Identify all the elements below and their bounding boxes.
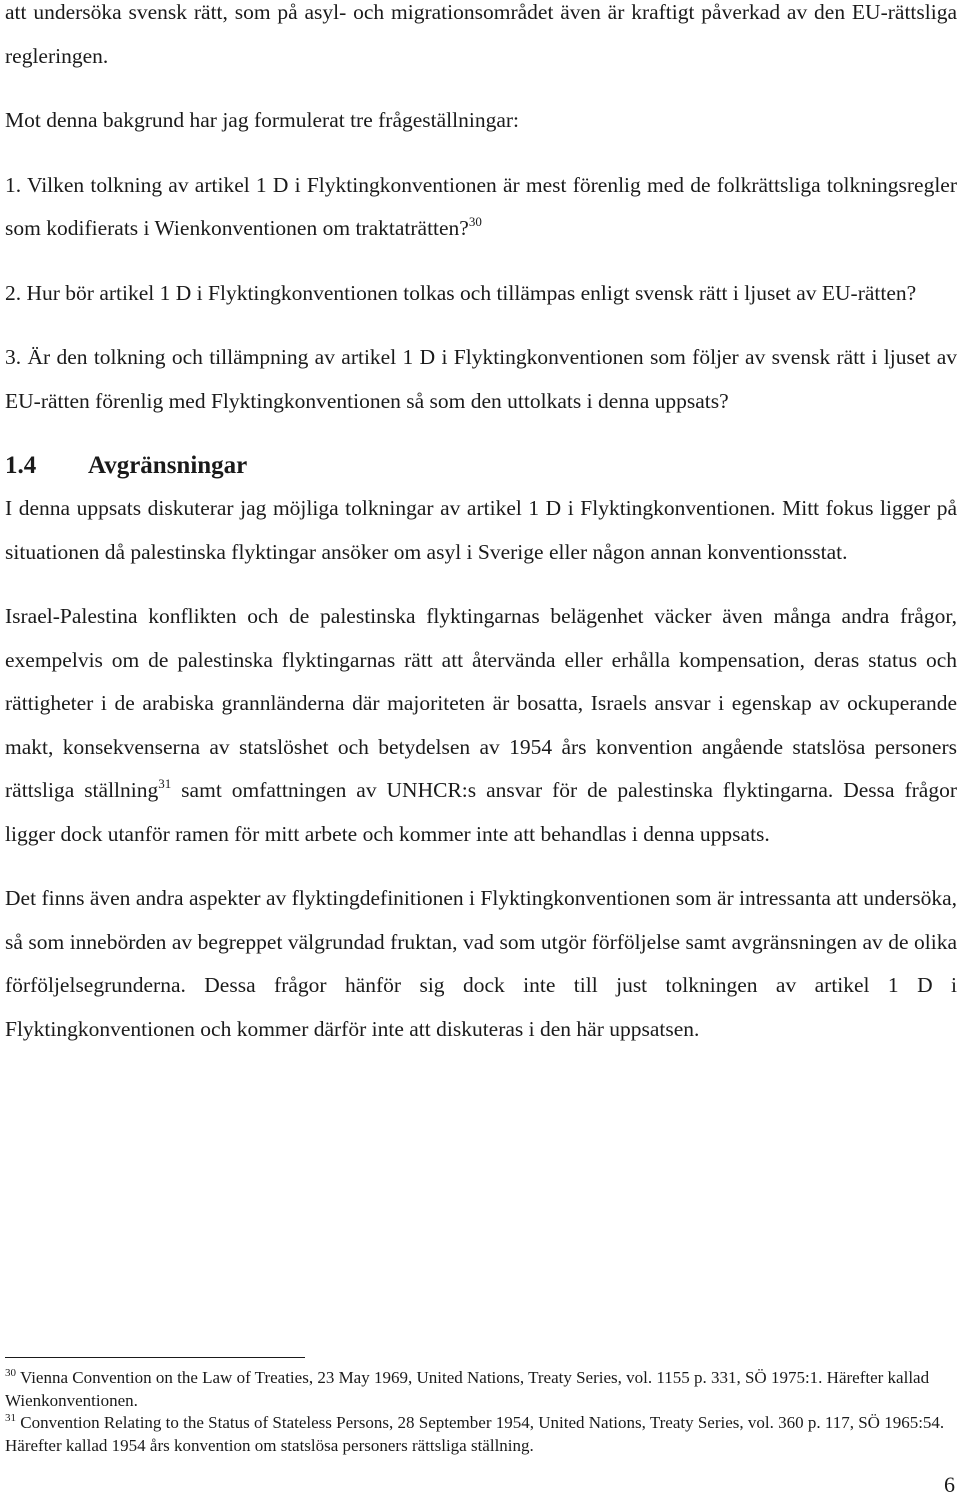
footnote-number: 30	[5, 1367, 16, 1379]
delimitation-paragraph-3: Det finns även andra aspekter av flyktingdefinitionen i Flyktingkonventionen som är intressanta att undersöka, så som innebörden av begreppet välgrundad fruktan, vad som utgör förföljelse samt avgränsningen av de olika förföljelsegrunderna. Dessa frågor hänför sig dock inte till just tolkningen av artikel 1 D i Flyktingkonventionen och kommer därför inte att diskuteras i den här uppsatsen.	[5, 886, 957, 1041]
delimitation-paragraph-1: I denna uppsats diskuterar jag möjliga tolkningar av artikel 1 D i Flyktingkonventionen. Mitt fokus ligger på situationen då palestinska flyktingar ansöker om asyl i Sverige eller någon annan konventionsstat.	[5, 496, 957, 564]
footnote-30	[5, 1367, 952, 1412]
footnote-number: 31	[5, 1412, 16, 1424]
page-number: 6	[944, 1472, 955, 1497]
section-number: 1.4	[5, 452, 37, 479]
research-question-1	[5, 164, 957, 251]
research-question-3: 3. Är den tolkning och tillämpning av artikel 1 D i Flyktingkonventionen som följer av svensk rätt i ljuset av EU-rätten förenlig med Flyktingkonventionen så som den uttolkats i denna uppsats?	[5, 345, 957, 413]
footnote-text: Convention Relating to the Status of Stateless Persons, 28 September 1954, United Nations, Treaty Series, vol. 360 p. 117, SÖ 1965:54. Härefter kallad 1954 års konvention om statslösa personers rättsliga ställning.	[5, 1413, 945, 1455]
footnote-ref-31: 31	[158, 776, 172, 791]
footnote-31	[5, 1412, 952, 1457]
delimitation-paragraph-2-text-b: samt omfattningen av UNHCR:s ansvar för de palestinska flyktingarna. Dessa frågor ligger dock utanför ramen för mitt arbete och kommer inte att behandlas i denna uppsats.	[5, 778, 957, 846]
section-heading	[5, 444, 957, 487]
research-question-2: 2. Hur bör artikel 1 D i Flyktingkonventionen tolkas och tillämpas enligt svensk rätt i ljuset av EU-rätten?	[5, 280, 917, 305]
delimitation-paragraph-2	[5, 595, 957, 856]
footnote-text: Vienna Convention on the Law of Treaties, 23 May 1969, United Nations, Treaty Series, vol. 1155 p. 331, SÖ 1975:1. Härefter kallad Wienkonventionen.	[5, 1368, 930, 1410]
footnote-separator	[5, 1357, 305, 1358]
footnote-ref-30: 30	[468, 214, 482, 229]
footnotes	[5, 1367, 952, 1457]
intro-tail-paragraph: att undersöka svensk rätt, som på asyl- och migrationsområdet även är kraftigt påverkad av den EU-rättsliga regleringen.	[5, 0, 957, 68]
page-body	[5, 0, 957, 1051]
research-question-1-text: 1. Vilken tolkning av artikel 1 D i Flyktingkonventionen är mest förenlig med de folkrättsliga tolkningsregler som kodifierats i Wienkonventionen om traktaträtten?	[5, 172, 957, 240]
section-title: Avgränsningar	[88, 452, 248, 479]
questions-intro: Mot denna bakgrund har jag formulerat tre frågeställningar:	[5, 108, 520, 132]
delimitation-paragraph-2-text-a: Israel-Palestina konflikten och de palestinska flyktingarnas belägenhet väcker även många andra frågor, exempelvis om de palestinska flyktingarnas rätt att återvända eller erhålla kompensation, deras status och rättigheter i de arabiska grannländerna där majoriteten är bosatta, Israels ansvar i egenskap av ockuperande makt, konsekvenserna av statslöshet och betydelsen av 1954 års konvention angående statslösa personers rättsliga ställning	[5, 604, 957, 802]
